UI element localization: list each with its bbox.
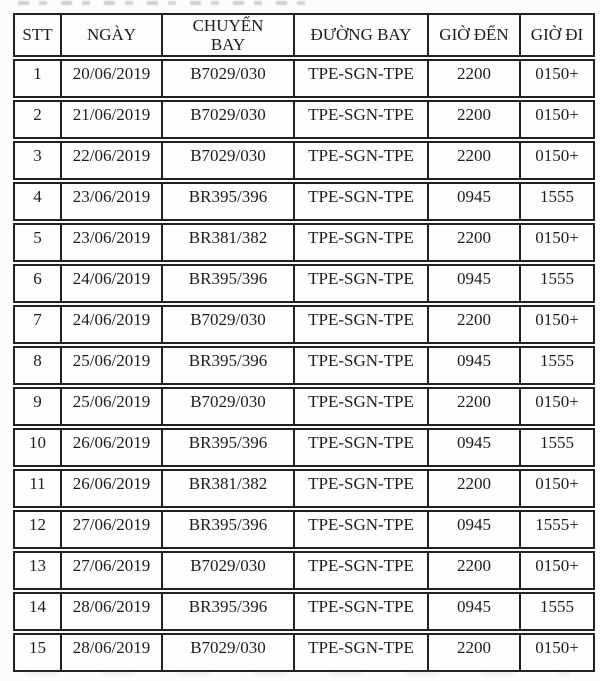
table-cell: 14	[13, 592, 60, 631]
table-row	[13, 428, 595, 467]
table-row	[13, 264, 595, 303]
col-header-stt: STT	[13, 13, 60, 57]
table-cell: 6	[13, 264, 60, 303]
table-cell: 2200	[427, 551, 519, 590]
table-cell: 23/06/2019	[60, 223, 161, 262]
table-row	[13, 346, 595, 385]
table-cell: 0150+	[519, 305, 595, 344]
table-cell: 25/06/2019	[60, 387, 161, 426]
table-cell: TPE-SGN-TPE	[293, 100, 427, 139]
col-header-gio-den: GIỜ ĐẾN	[427, 13, 519, 57]
table-cell: 1555	[519, 346, 595, 385]
table-cell: 23/06/2019	[60, 182, 161, 221]
table-row	[13, 141, 595, 180]
col-header-chuyen-bay-label: CHUYẾN BAY	[192, 15, 264, 54]
table-cell: 0945	[427, 182, 519, 221]
table-cell: TPE-SGN-TPE	[293, 223, 427, 262]
table-cell: TPE-SGN-TPE	[293, 592, 427, 631]
table-cell: B7029/030	[161, 633, 293, 672]
table-row	[13, 100, 595, 139]
table-row	[13, 182, 595, 221]
table-cell: BR395/396	[161, 510, 293, 549]
table-cell: BR395/396	[161, 592, 293, 631]
table-cell: 1555+	[519, 510, 595, 549]
table-cell: 0150+	[519, 59, 595, 98]
table-cell: 0945	[427, 264, 519, 303]
table-cell: B7029/030	[161, 551, 293, 590]
table-cell: 0945	[427, 510, 519, 549]
table-cell: 4	[13, 182, 60, 221]
table-cell: 0945	[427, 428, 519, 467]
table-row	[13, 469, 595, 508]
table-cell: 2200	[427, 387, 519, 426]
table-cell: 2200	[427, 305, 519, 344]
table-cell: 9	[13, 387, 60, 426]
table-cell: 2	[13, 100, 60, 139]
table-cell: 27/06/2019	[60, 551, 161, 590]
table-cell: 0945	[427, 346, 519, 385]
table-cell: BR381/382	[161, 469, 293, 508]
table-cell: BR395/396	[161, 428, 293, 467]
table-cell: 0150+	[519, 100, 595, 139]
table-cell: 0150+	[519, 387, 595, 426]
table-cell: TPE-SGN-TPE	[293, 59, 427, 98]
table-cell: 2200	[427, 223, 519, 262]
table-cell: 28/06/2019	[60, 592, 161, 631]
table-cell: B7029/030	[161, 59, 293, 98]
col-header-duong-bay: ĐƯỜNG BAY	[293, 13, 427, 57]
table-cell: B7029/030	[161, 141, 293, 180]
table-cell: TPE-SGN-TPE	[293, 141, 427, 180]
table-cell: TPE-SGN-TPE	[293, 305, 427, 344]
table-cell: BR395/396	[161, 264, 293, 303]
header-row	[13, 13, 595, 57]
table-cell: 3	[13, 141, 60, 180]
table-cell: 24/06/2019	[60, 264, 161, 303]
table-cell: 24/06/2019	[60, 305, 161, 344]
table-row	[13, 592, 595, 631]
col-header-ngay: NGÀY	[60, 13, 161, 57]
table-cell: 0150+	[519, 633, 595, 672]
table-cell: 0150+	[519, 223, 595, 262]
table-row	[13, 59, 595, 98]
table-cell: 12	[13, 510, 60, 549]
table-row	[13, 551, 595, 590]
table-cell: 27/06/2019	[60, 510, 161, 549]
table-cell: 7	[13, 305, 60, 344]
table-cell: 26/06/2019	[60, 469, 161, 508]
table-cell: 5	[13, 223, 60, 262]
table-cell: 8	[13, 346, 60, 385]
table-cell: 1555	[519, 592, 595, 631]
table-row	[13, 510, 595, 549]
table-cell: 28/06/2019	[60, 633, 161, 672]
table-cell: TPE-SGN-TPE	[293, 551, 427, 590]
table-cell: BR395/396	[161, 182, 293, 221]
table-cell: 2200	[427, 633, 519, 672]
table-cell: B7029/030	[161, 305, 293, 344]
table-cell: BR381/382	[161, 223, 293, 262]
table-cell: 2200	[427, 141, 519, 180]
table-cell: TPE-SGN-TPE	[293, 510, 427, 549]
table-cell: TPE-SGN-TPE	[293, 264, 427, 303]
table-cell: 2200	[427, 59, 519, 98]
table-cell: 10	[13, 428, 60, 467]
table-cell: 22/06/2019	[60, 141, 161, 180]
table-cell: 15	[13, 633, 60, 672]
table-row	[13, 305, 595, 344]
table-cell: 25/06/2019	[60, 346, 161, 385]
table-cell: 1555	[519, 264, 595, 303]
table-cell: BR395/396	[161, 346, 293, 385]
table-cell: TPE-SGN-TPE	[293, 182, 427, 221]
table-cell: 26/06/2019	[60, 428, 161, 467]
flight-schedule-table	[13, 11, 595, 674]
col-header-gio-di: GIỜ ĐI	[519, 13, 595, 57]
table-cell: 20/06/2019	[60, 59, 161, 98]
table-row	[13, 387, 595, 426]
table-cell: TPE-SGN-TPE	[293, 469, 427, 508]
col-header-chuyen-bay	[161, 13, 293, 57]
table-cell: B7029/030	[161, 387, 293, 426]
table-cell: 0150+	[519, 469, 595, 508]
table-cell: 21/06/2019	[60, 100, 161, 139]
table-cell: 0945	[427, 592, 519, 631]
table-cell: B7029/030	[161, 100, 293, 139]
table-body	[13, 59, 595, 672]
table-row	[13, 223, 595, 262]
table-cell: TPE-SGN-TPE	[293, 633, 427, 672]
table-cell: 0150+	[519, 551, 595, 590]
table-cell: TPE-SGN-TPE	[293, 387, 427, 426]
table-cell: 2200	[427, 100, 519, 139]
table-cell: 1	[13, 59, 60, 98]
table-cell: 1555	[519, 182, 595, 221]
table-cell: 2200	[427, 469, 519, 508]
table-cell: 13	[13, 551, 60, 590]
table-cell: TPE-SGN-TPE	[293, 428, 427, 467]
cropped-text-artifact	[18, 1, 318, 5]
table-cell: 0150+	[519, 141, 595, 180]
table-cell: 11	[13, 469, 60, 508]
scan-smudge-artifact	[25, 672, 570, 675]
table-cell: TPE-SGN-TPE	[293, 346, 427, 385]
table-cell: 1555	[519, 428, 595, 467]
table-row	[13, 633, 595, 672]
